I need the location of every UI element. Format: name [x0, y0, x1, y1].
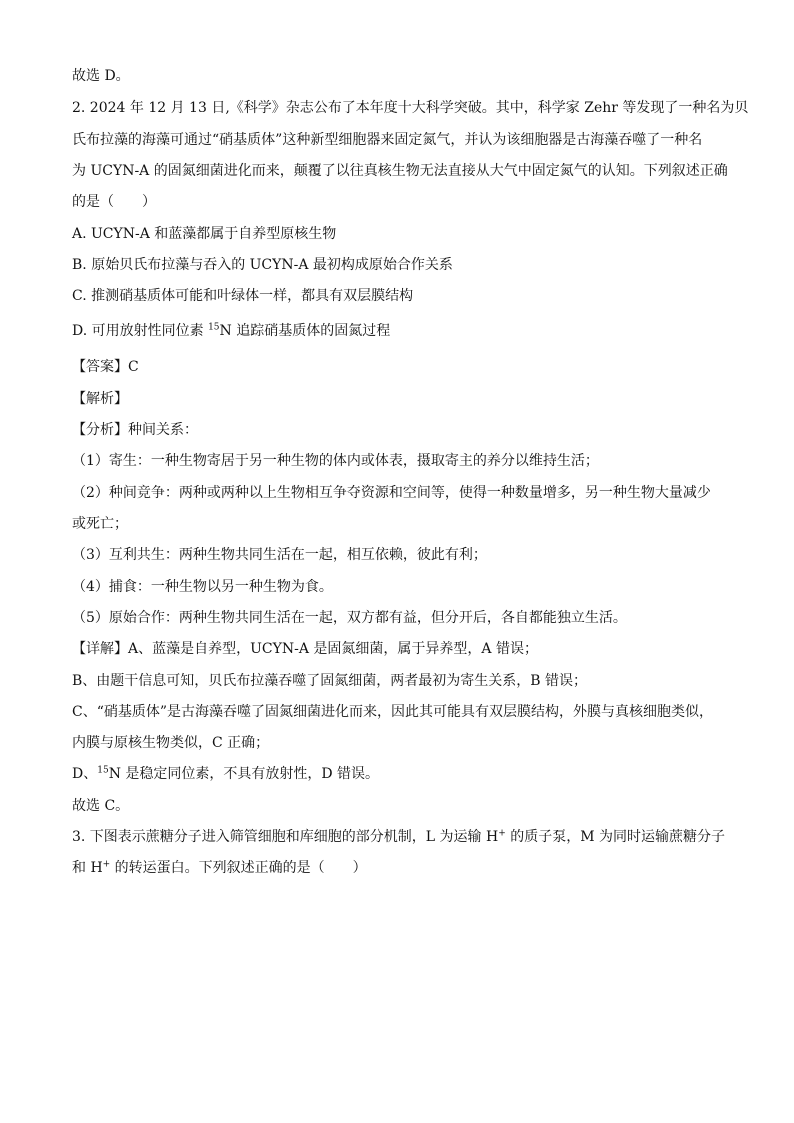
- detail-d-isotope-mass: 15: [97, 765, 109, 776]
- detail-b: B、由题干信息可知，贝氏布拉藻吞噬了固氮细菌，两者最初为寄生关系，B 错误；: [72, 673, 588, 689]
- option-d: [72, 321, 390, 341]
- detail-d-text-2: N 是稳定同位素，不具有放射性，D 错误。: [108, 766, 380, 782]
- q3-text-3: 和 H: [72, 860, 103, 876]
- relation-protocooperation: （5）原始合作：两种生物共同生活在一起，双方都有益，但分开后，各自都能独立生活。: [72, 610, 627, 626]
- option-d-isotope-mass: 15: [208, 322, 220, 333]
- q3-text-4: 的转运蛋白。下列叙述正确的是（ ）: [110, 860, 367, 876]
- question2-stem-line3: 为 UCYN-A 的固氮细菌进化而来，颠覆了以往真核生物无法直接从大气中固定氮气的认知。下列叙述正确: [72, 163, 728, 179]
- q3-proton-charge-2: +: [102, 859, 111, 870]
- question2-stem-line2: 氏布拉藻的海藻可通过“硝基质体”这种新型细胞器来固定氮气，并认为该细胞器是古海藻吞噬了一种名: [72, 132, 703, 148]
- analysis-heading: 【解析】: [72, 391, 128, 407]
- conclusion-q2: 故选 C。: [72, 798, 130, 814]
- relation-competition-line2: 或死亡；: [72, 516, 128, 532]
- question2-stem-line1: 2. 2024 年 12 月 13 日,《科学》杂志公布了本年度十大科学突破。其中，科学家 Zehr 等发现了一种名为贝: [72, 100, 749, 116]
- relation-mutualism: （3）互利共生：两种生物共同生活在一起，相互依赖，彼此有利；: [72, 547, 487, 563]
- detail-c-line2: 内膜与原核生物类似，C 正确；: [72, 735, 270, 751]
- relation-competition-line1: （2）种间竞争：两种或两种以上生物相互争夺资源和空间等，使得一种数量增多，另一种生物大量减少: [72, 485, 711, 501]
- q3-proton-charge-1: +: [498, 828, 506, 839]
- option-d-text-2: N 追踪硝基质体的固氮过程: [219, 323, 391, 339]
- q3-text-2: 的质子泵，M 为同时运输蔗糖分子: [505, 829, 726, 845]
- option-a: A. UCYN-A 和蓝藻都属于自养型原核生物: [72, 226, 337, 242]
- detail-d-text-1: D、: [72, 766, 98, 782]
- question3-stem-line2: [72, 858, 367, 878]
- analysis-intro: 【分析】种间关系：: [72, 422, 198, 438]
- question2-stem-line4: 的是（ ）: [72, 194, 156, 210]
- option-c: C. 推测硝基质体可能和叶绿体一样，都具有双层膜结构: [72, 288, 414, 304]
- detail-a: 【详解】A、蓝藻是自养型，UCYN-A 是固氮细菌，属于异养型，A 错误；: [72, 641, 538, 657]
- detail-d: [72, 764, 379, 784]
- option-b: B. 原始贝氏布拉藻与吞入的 UCYN-A 最初构成原始合作关系: [72, 257, 453, 273]
- relation-parasitism: （1）寄生：一种生物寄居于另一种生物的体内或体表，摄取寄主的养分以维持生活；: [72, 453, 599, 469]
- question3-stem-line1: [72, 827, 725, 847]
- answer-label: 【答案】C: [72, 359, 139, 375]
- detail-c-line1: C、“硝基质体”是古海藻吞噬了固氮细菌进化而来，因此其可能具有双层膜结构，外膜与真核细胞类似，: [72, 704, 714, 720]
- option-d-text-1: D. 可用放射性同位素: [72, 323, 209, 339]
- q3-text-1: 3. 下图表示蔗糖分子进入筛管细胞和库细胞的部分机制，L 为运输 H: [72, 829, 499, 845]
- conclusion-prev: 故选 D。: [72, 68, 130, 84]
- relation-predation: （4）捕食：一种生物以另一种生物为食。: [72, 579, 333, 595]
